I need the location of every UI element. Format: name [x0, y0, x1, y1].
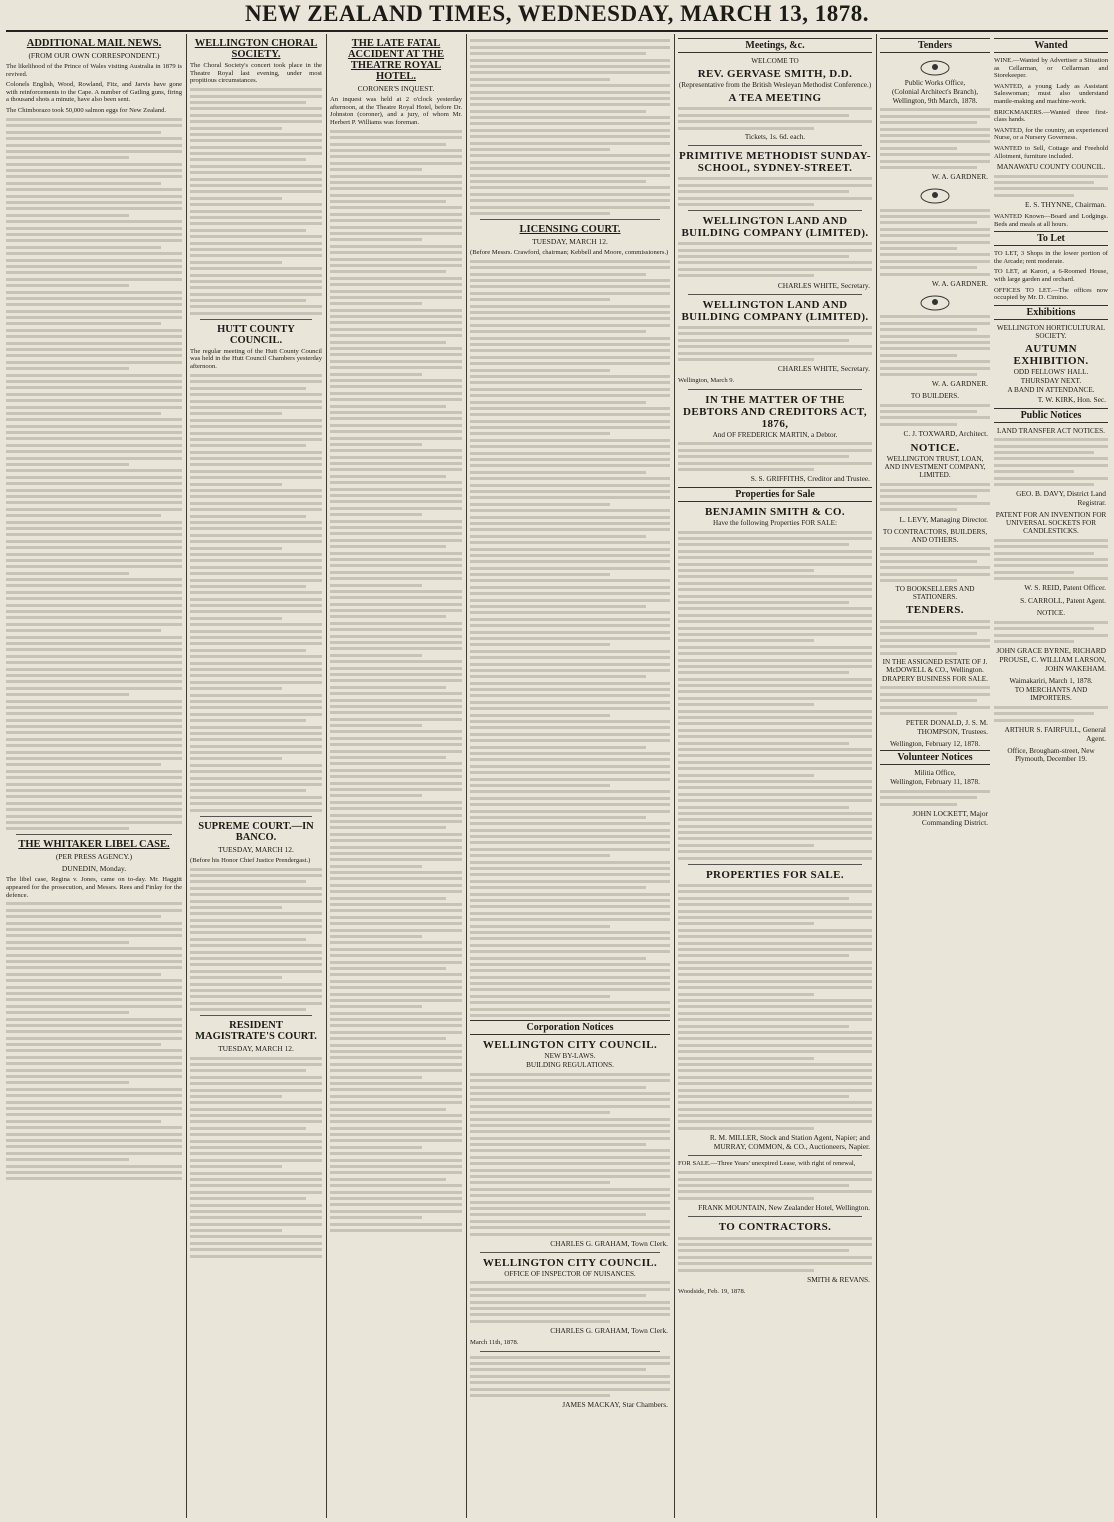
notice-subtitle: AUTUMN EXHIBITION.: [1013, 342, 1089, 367]
notice-title: WELLINGTON HORTICULTURAL SOCIETY.: [996, 323, 1106, 340]
notice-signature: C. J. TOXWARD, Architect.: [903, 429, 988, 439]
notice-signature: W. A. GARDNER.: [931, 278, 988, 288]
notice-title: TO CONTRACTORS.: [718, 1221, 832, 1234]
notice-title: WELLINGTON LAND AND BUILDING COMPANY (LIMITED).: [681, 298, 869, 323]
notice-date: Wellington, March 9.: [678, 377, 735, 385]
article-body-text: [470, 39, 670, 215]
divider: [200, 1015, 312, 1016]
notice-subtitle: NEW BY-LAWS.: [544, 1052, 596, 1061]
notice-title: PATENT FOR AN INVENTION FOR UNIVERSAL SOCKETS FOR CANDLESTICKS.: [995, 511, 1107, 536]
notice-signature: GEO. B. DAVY, District Land Registrar.: [1016, 489, 1106, 508]
article-paragraph: (Before Messrs. Crawford, chairman; Kebbell and Moore, commissioners.): [470, 248, 669, 256]
article-body-text: [190, 1057, 322, 1258]
notice-title: IN THE MATTER OF THE DEBTORS AND CREDITORS ACT, 1876,: [682, 393, 867, 430]
column-mail-news: [6, 36, 182, 1516]
notice-title: BENJAMIN SMITH & CO.: [704, 506, 845, 519]
classified-ad: TO LET, at Karori, a 6-Roomed House, with large garden and orchard.: [994, 268, 1108, 284]
notice-body-text: [880, 315, 990, 376]
notice-title: FOR SALE.—Three Years' unexpired Lease, with right of renewal,: [678, 1160, 856, 1168]
article-paragraph: (Before his Honor Chief Justice Prendergast.): [190, 856, 311, 864]
column-meetings-properties: [678, 36, 872, 1516]
notice-date: Wellington, February 12, 1878.: [889, 740, 981, 749]
article-paragraph: The Choral Society's concert took place in the Theatre Royal last evening, under most propitious circumstances.: [190, 62, 322, 85]
notice-subtitle: OFFICE OF INSPECTOR OF NUISANCES.: [504, 1269, 636, 1278]
notice-signature: PETER DONALD, J. S. M. THOMPSON, Trustees.: [905, 718, 988, 737]
crest-icon: [914, 57, 956, 77]
notice-signature: CHARLES WHITE, Secretary.: [777, 280, 870, 290]
notice-day: THURSDAY NEXT.: [1020, 376, 1082, 385]
classified-ad: BRICKMAKERS.—Wanted three first-class hands.: [994, 108, 1108, 124]
notice-title: NOTICE.: [910, 442, 960, 455]
notice-body-text: [880, 209, 990, 276]
article-body-text: [6, 118, 182, 830]
classified-ad: WANTED, for the country, an experienced Nurse, or a Nursery Governess.: [994, 126, 1108, 142]
notice-date: Waimakariri, March 1, 1878.: [1009, 677, 1093, 686]
divider: [480, 1252, 660, 1253]
notice-body-text: [678, 1237, 872, 1272]
article-headline: SUPREME COURT.—IN BANCO.: [198, 820, 314, 843]
article-paragraph: The Chimborazo took 50,000 salmon eggs for New Zealand.: [6, 106, 167, 114]
section-header: Meetings, &c.: [678, 38, 872, 53]
notice-title: REV. GERVASE SMITH, D.D.: [697, 68, 853, 80]
notice-title: TO MERCHANTS AND IMPORTERS.: [1014, 686, 1088, 703]
divider: [688, 389, 862, 390]
notice-signature: S. S. GRIFFITHS, Creditor and Trustee.: [750, 474, 870, 484]
column-rule: [466, 34, 467, 1518]
notice-body-text: [678, 326, 872, 361]
notice-subtitle: Have the following Properties FOR SALE:: [713, 519, 837, 528]
article-dateline: TUESDAY, MARCH 12.: [532, 236, 608, 246]
notice-signature: JOHN GRACE BYRNE, RICHARD PROUSE, C. WILLIAM LARSON, JOHN WAKEHAM.: [996, 646, 1106, 674]
notice-body-text: [678, 884, 872, 1130]
notice-signature: R. M. MILLER, Stock and Station Agent, Napier; and MURRAY, COMMON, & CO., Auctioneers, Napier.: [709, 1133, 870, 1152]
classified-ad: OFFICES TO LET.—The offices now occupied by Mr. D. Cimino.: [994, 286, 1108, 302]
section-header: Public Notices: [994, 408, 1108, 423]
notice-signature: W. S. REID, Patent Officer.: [1024, 583, 1106, 593]
notice-body-text: [880, 620, 990, 655]
section-header: Tenders: [880, 38, 990, 53]
article-body-text: [190, 88, 322, 315]
divider: [688, 294, 862, 295]
notice-title: PROPERTIES FOR SALE.: [705, 868, 845, 881]
masthead-rule: [6, 30, 1108, 32]
notice-title: TO BUILDERS.: [910, 392, 960, 401]
column-tenders-block: [880, 36, 990, 1516]
article-dateline: DUNEDIN, Monday.: [61, 864, 127, 874]
column-rule: [186, 34, 187, 1518]
divider: [16, 834, 172, 835]
notice-title: TO BOOKSELLERS AND STATIONERS.: [895, 585, 975, 602]
article-headline: LICENSING COURT.: [519, 223, 621, 235]
notice-subtitle: DRAPERY BUSINESS FOR SALE.: [882, 675, 988, 684]
notice-signature: W. A. GARDNER.: [931, 379, 988, 389]
masthead: [0, 0, 1114, 28]
notice-body-text: [880, 108, 990, 169]
notice-signature: T. W. KIRK, Hon. Sec.: [1037, 394, 1106, 404]
notice-subtitle: And OF FREDERICK MARTIN, a Debtor.: [712, 430, 838, 439]
notice-subtitle: (Representative from the British Wesleyan Methodist Conference.): [678, 81, 872, 89]
column-rule: [674, 34, 675, 1518]
article-paragraph: The regular meeting of the Hutt County Council was held in the Hutt Council Chambers yesterday afternoon.: [190, 347, 322, 371]
classified-ad: TO LET, 3 Shops in the lower portion of the Arcade; rent moderate.: [994, 250, 1108, 265]
masthead-title: NEW ZEALAND TIMES, WEDNESDAY, MARCH 13, 1878.: [244, 1, 870, 26]
notice-signature: ARTHUR S. FAIRFULL, General Agent.: [1004, 724, 1106, 743]
article-headline: THE LATE FATAL ACCIDENT AT THE THEATRE ROYAL HOTEL.: [347, 38, 445, 82]
column-inquest: [330, 36, 462, 1516]
notice-signature: W. A. GARDNER.: [931, 172, 988, 182]
notice-title: NOTICE.: [1036, 609, 1066, 618]
notice-title: MANAWATU COUNTY COUNCIL.: [996, 163, 1106, 172]
column-rule: [876, 34, 877, 1518]
notice-signature: CHARLES G. GRAHAM, Town Clerk.: [550, 1326, 668, 1336]
notice-signature: JOHN LOCKETT, Major Commanding District.: [912, 808, 988, 827]
notice-body-text: [678, 177, 872, 206]
notice-title: IN THE ASSIGNED ESTATE OF J. McDOWELL & CO., Wellington.: [882, 658, 988, 675]
divider: [200, 816, 312, 817]
notice-title: PRIMITIVE METHODIST SUNDAY-SCHOOL, SYDNEY-STREET.: [679, 149, 871, 174]
divider: [480, 219, 660, 220]
notice-body-text: [994, 175, 1108, 197]
section-header: Wanted: [994, 38, 1108, 53]
divider: [688, 1216, 862, 1217]
article-paragraph: The libel case, Regina v. Jones, came on to-day. Mr. Haggitt appeared for the prosecution, and Messrs. Rees and Finlay for the defence.: [6, 876, 182, 899]
notice-date: Wellington, 9th March, 1878.: [892, 97, 978, 105]
article-subhead: (FROM OUR OWN CORRESPONDENT.): [28, 51, 160, 60]
column-wanted-block: [994, 36, 1108, 1516]
section-header: Exhibitions: [994, 305, 1108, 320]
section-header: Volunteer Notices: [880, 750, 990, 765]
crest-icon: [914, 292, 956, 312]
crest-icon: [914, 185, 956, 205]
notice-date: Woodside, Feb. 19, 1878.: [678, 1287, 746, 1295]
notice-signature: CHARLES G. GRAHAM, Town Clerk.: [550, 1238, 668, 1248]
divider: [688, 864, 862, 865]
notice-title: WELLINGTON LAND AND BUILDING COMPANY (LIMITED).: [681, 214, 869, 239]
notice-body-text: [470, 1281, 670, 1322]
notice-body-text: [880, 483, 990, 512]
article-paragraph: The likelihood of the Prince of Wales visiting Australia in 1879 is revived.: [6, 63, 182, 78]
notice-body-text: [994, 621, 1108, 643]
article-body-text: [190, 868, 322, 1012]
notice-body-text: [994, 539, 1108, 580]
notice-title: LAND TRANSFER ACT NOTICES.: [997, 426, 1105, 435]
notice-date: Wellington, February 11, 1878.: [890, 778, 980, 787]
notice-title: A TEA MEETING: [728, 92, 822, 104]
notice-date: March 11th, 1878.: [470, 1339, 519, 1347]
notice-signature: E. S. THYNNE, Chairman.: [1025, 200, 1106, 210]
divider: [688, 210, 862, 211]
article-body-text: [6, 902, 182, 1180]
notice-signature: JAMES MACKAY, Star Chambers.: [562, 1400, 668, 1410]
article-headline: HUTT COUNTY COUNCIL.: [217, 323, 295, 346]
classified-ad: WANTED Known—Board and Lodgings. Beds and meals at all hours.: [994, 213, 1108, 228]
notice-signature: FRANK MOUNTAIN, New Zealander Hotel, Wellington.: [698, 1203, 870, 1213]
notice-body-text: [880, 404, 990, 426]
column-choral-hutt: [190, 36, 322, 1516]
notice-office: Militia Office,: [914, 769, 956, 778]
column-licensing-corporation: [470, 36, 670, 1516]
notice-subtitle: TENDERS.: [906, 604, 964, 617]
article-body-text: [330, 130, 462, 1232]
notice-body-text: [880, 547, 990, 582]
notice-body-text: [470, 1073, 670, 1236]
article-body-text: [190, 374, 322, 812]
notice-office: Public Works Office,: [904, 79, 966, 87]
notice-body-text: [880, 790, 990, 806]
article-dateline: TUESDAY, MARCH 12.: [218, 1044, 294, 1054]
classified-ad: WINE.—Wanted by Advertiser a Situation as Cellarman, or Cellarman and Storekeeper.: [994, 57, 1108, 80]
divider: [688, 1155, 862, 1156]
notice-title: WELLINGTON CITY COUNCIL.: [482, 1039, 658, 1052]
notice-signature: S. CARROLL, Patent Agent.: [1020, 596, 1106, 606]
article-paragraph: An inquest was held at 2 o'clock yesterday afternoon, at the Theatre Royal Hotel, before Dr. Johnston (coroner), and a jury, of whom Mr. Herbert P. Williams was foreman.: [330, 96, 462, 126]
notice-body-text: [994, 438, 1108, 486]
article-headline: ADDITIONAL MAIL NEWS.: [26, 38, 162, 49]
notice-title: WELLINGTON CITY COUNCIL.: [482, 1256, 658, 1269]
article-body-text: [470, 260, 670, 1017]
article-headline: THE WHITAKER LIBEL CASE.: [18, 839, 170, 851]
notice-price: Tickets, 1s. 6d. each.: [744, 132, 806, 141]
notice-body-text: [678, 531, 872, 860]
section-header: Properties for Sale: [678, 487, 872, 502]
divider: [688, 145, 862, 146]
notice-body-text: [678, 242, 872, 277]
notice-body-text: [678, 1171, 872, 1200]
article-headline: RESIDENT MAGISTRATE'S COURT.: [195, 1020, 317, 1043]
notice-signature: L. LEVY, Managing Director.: [899, 514, 988, 524]
divider: [200, 319, 312, 320]
classified-ad: WANTED to Sell, Cottage and Freehold Allotment, furniture included.: [994, 144, 1108, 160]
section-header: To Let: [994, 231, 1108, 246]
divider: [480, 1351, 660, 1352]
section-header: Corporation Notices: [470, 1020, 670, 1035]
notice-body-text: [470, 1356, 670, 1397]
notice-body-text: [678, 442, 872, 471]
article-dateline: TUESDAY, MARCH 12.: [218, 844, 294, 854]
notice-subtitle: WELCOME TO: [751, 57, 799, 65]
notice-body-text: [994, 706, 1108, 722]
notice-body-text: [880, 686, 990, 715]
notice-body-text: [678, 107, 872, 129]
article-subhead: (PER PRESS AGENCY.): [55, 852, 133, 862]
notice-date: Office, Brougham-street, New Plymouth, December 19.: [1007, 746, 1095, 763]
notice-venue: ODD FELLOWS' HALL.: [1013, 367, 1089, 376]
notice-band: A BAND IN ATTENDANCE.: [1007, 385, 1095, 394]
notice-subtitle: WELLINGTON TRUST, LOAN, AND INVESTMENT COMPANY, LIMITED.: [884, 455, 986, 480]
column-rule: [326, 34, 327, 1518]
notice-title: TO CONTRACTORS, BUILDERS, AND OTHERS.: [882, 527, 988, 544]
article-headline: WELLINGTON CHORAL SOCIETY.: [194, 38, 318, 60]
notice-subtitle: BUILDING REGULATIONS.: [526, 1061, 614, 1070]
notice-signature: CHARLES WHITE, Secretary.: [777, 364, 870, 374]
classified-ad: WANTED, a young Lady as Assistant Saleswoman; must also understand mantle-making and machine-work.: [994, 82, 1108, 105]
notice-branch: (Colonial Architect's Branch),: [891, 88, 979, 96]
article-paragraph: Colonels English, Wood, Rowland, Fitz, and Jarvis have gone with reinforcements to the Cape. A number of Gatling guns, firing a thousand shots a minute, have also been sent.: [6, 81, 182, 104]
notice-signature: SMITH & REVANS.: [807, 1274, 870, 1284]
article-subhead: CORONER'S INQUEST.: [357, 84, 435, 93]
